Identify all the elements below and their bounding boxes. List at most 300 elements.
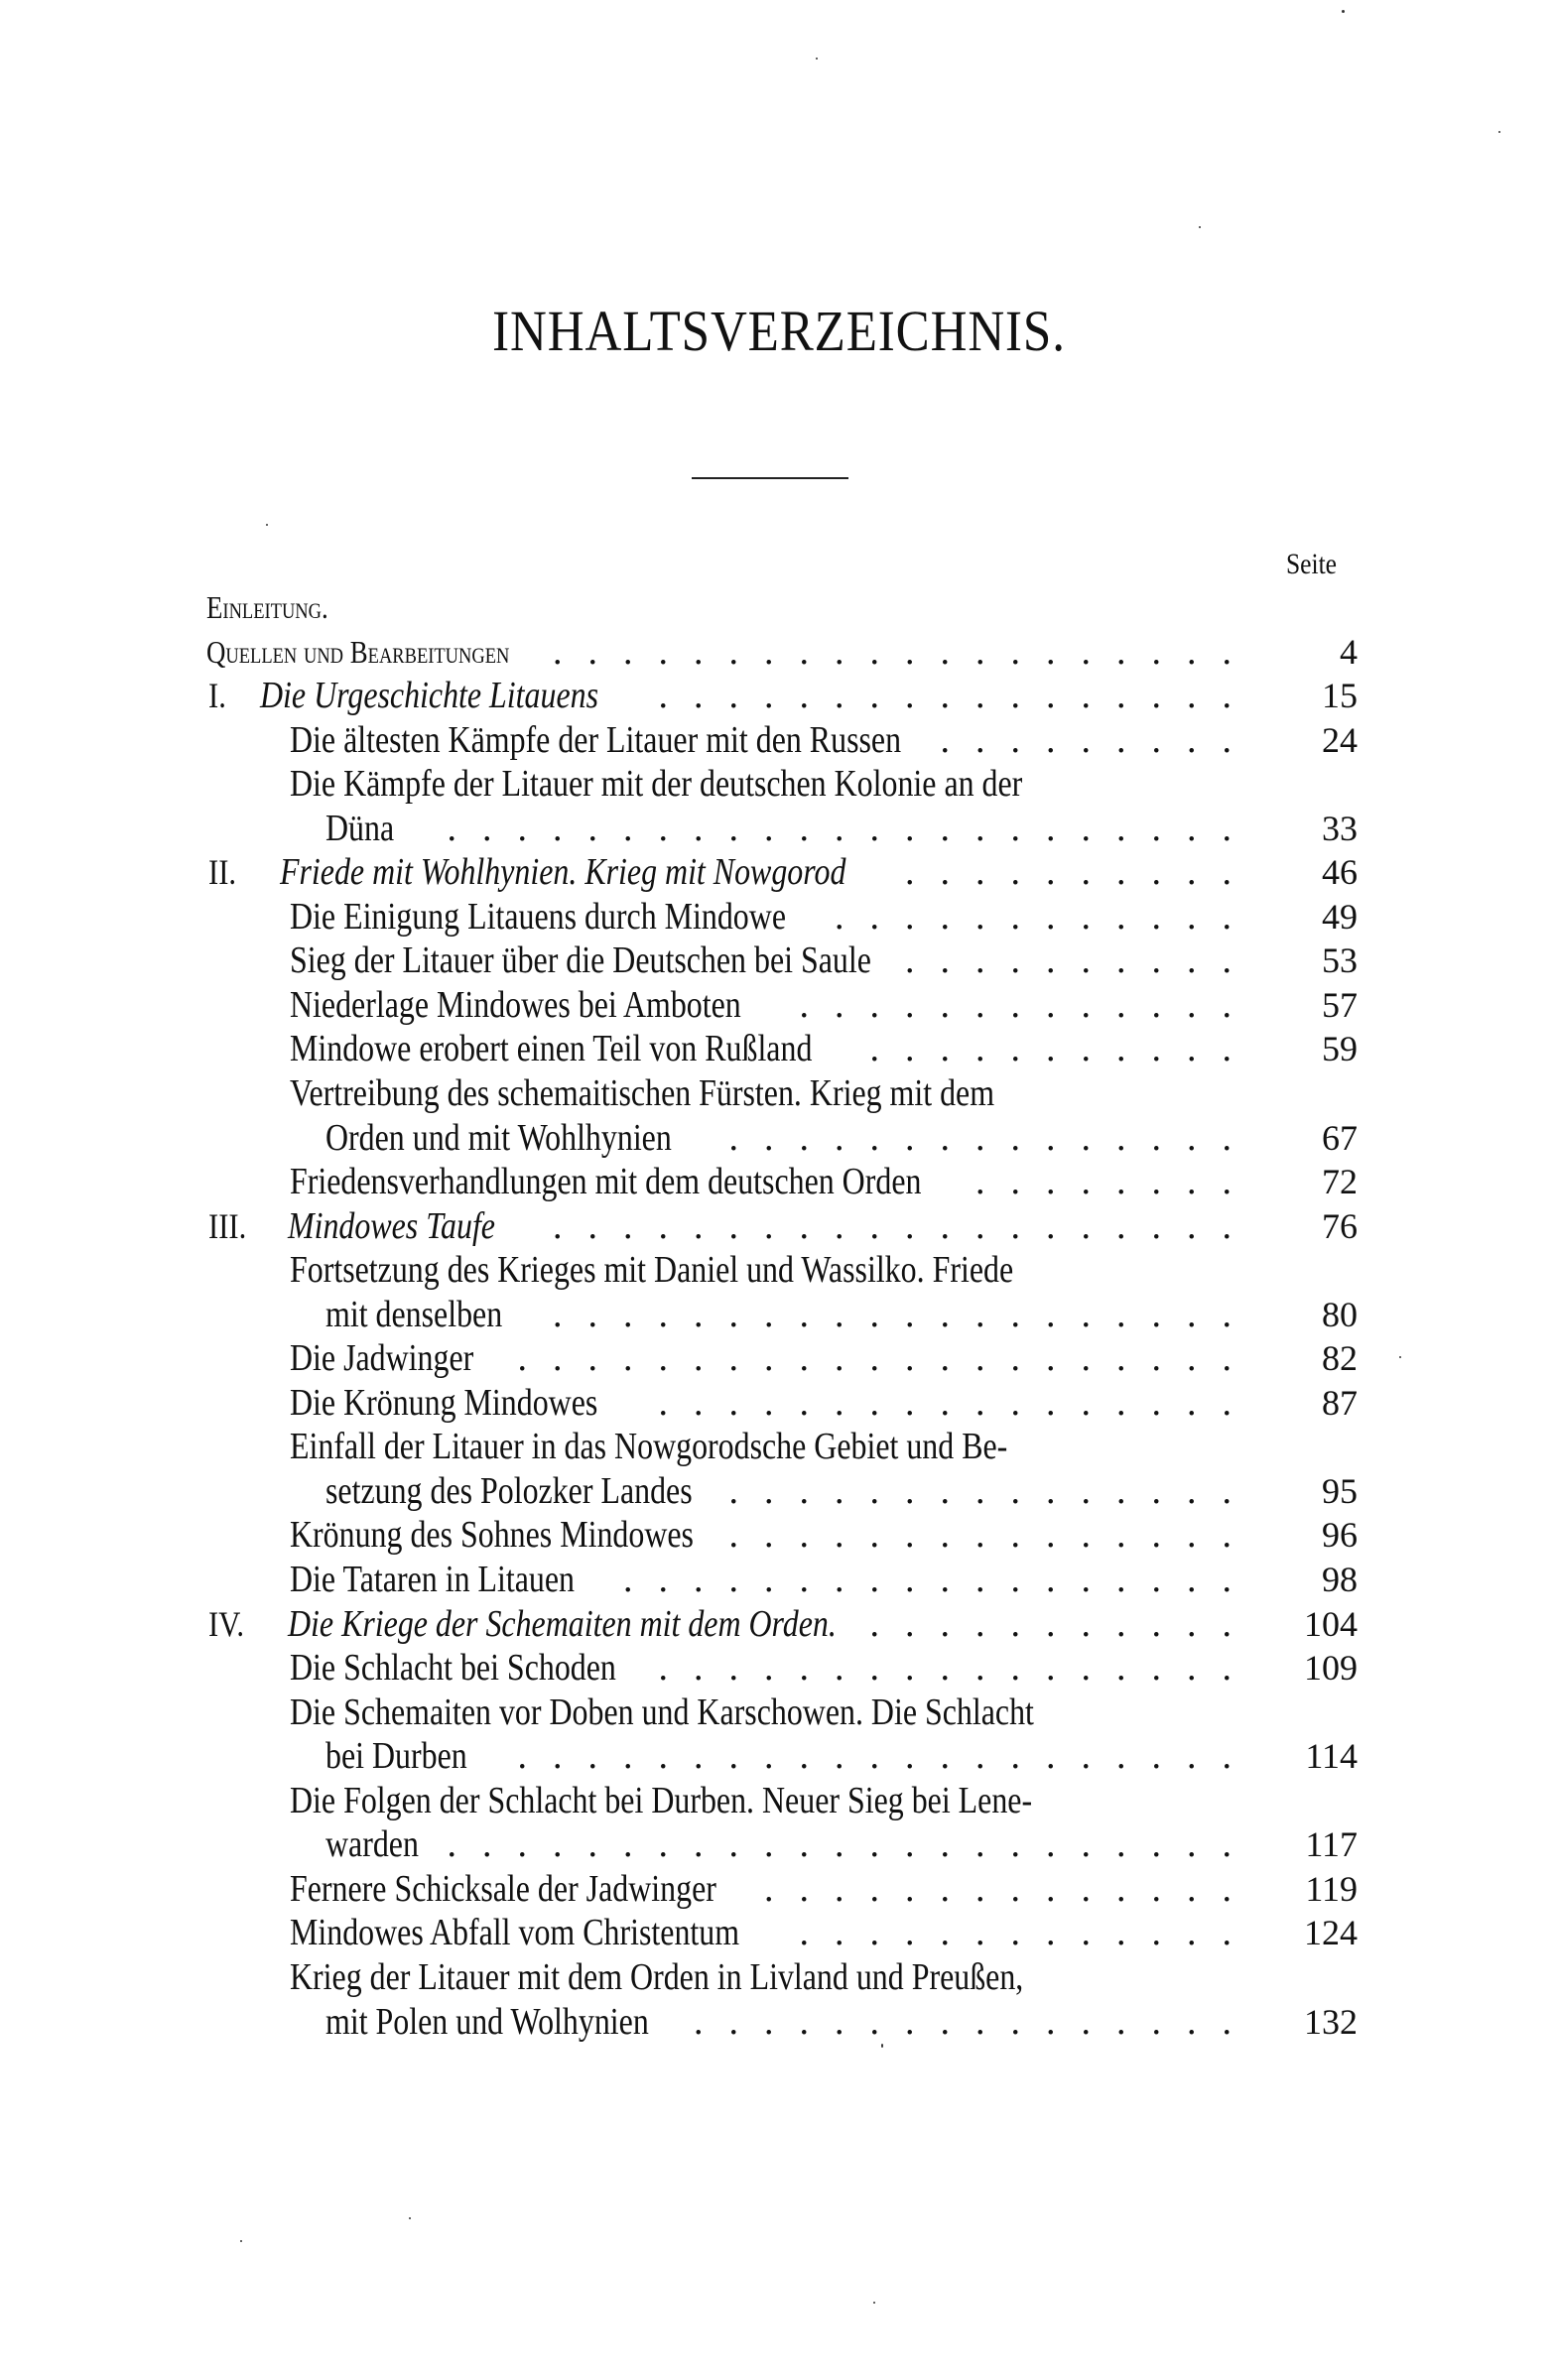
leader-dot: . xyxy=(1010,983,1037,1026)
leader-dot: . xyxy=(1081,895,1107,938)
leader-dot: . xyxy=(1187,630,1214,673)
leader-dot: . xyxy=(764,1559,791,1601)
leader-dot: . xyxy=(623,630,650,673)
entry-title: Einfall der Litauer in das Nowgorodsche Gebiet und Be- xyxy=(290,1426,1008,1468)
leader-dot: . xyxy=(799,675,826,717)
toc-entry xyxy=(0,762,1558,807)
leader-dot: . xyxy=(1010,1602,1037,1645)
leader-dot: . xyxy=(658,1823,685,1866)
leader-dot: . xyxy=(975,1028,1002,1070)
leader-dot: . xyxy=(1222,1735,1248,1778)
entry-title: Fortsetzung des Krieges mit Daniel und Wassilko. Friede xyxy=(290,1249,1014,1292)
entry-title: Die Schemaiten vor Doben und Karschowen. Die Schlacht xyxy=(290,1691,1034,1733)
leader-dot: . xyxy=(1222,675,1248,717)
page-number: 82 xyxy=(1322,1338,1358,1379)
leader-dot: . xyxy=(940,1469,967,1512)
leader-dot: . xyxy=(975,718,1002,761)
leader-dot: . xyxy=(869,1559,896,1601)
leader-dot: . xyxy=(587,630,614,673)
title-divider xyxy=(692,477,848,479)
leader-dot: . xyxy=(1116,895,1143,938)
leader-dot: . xyxy=(587,1337,614,1380)
leader-dot: . xyxy=(1081,1735,1107,1778)
dot-leader xyxy=(791,983,1249,1027)
leader-dot: . xyxy=(587,807,614,849)
page-number: 24 xyxy=(1322,719,1358,760)
page-number: 4 xyxy=(1340,631,1358,672)
leader-dot: . xyxy=(694,630,720,673)
leader-dot: . xyxy=(1222,2000,1248,2043)
leader-dot: . xyxy=(799,1204,826,1247)
entry-title: Mindowe erobert einen Teil von Rußland xyxy=(290,1028,813,1070)
dot-leader xyxy=(439,1822,1249,1866)
leader-dot: . xyxy=(869,1647,896,1690)
leader-dot: . xyxy=(517,807,544,849)
leader-dot: . xyxy=(587,1204,614,1247)
scan-speck xyxy=(881,2044,883,2048)
leader-dot: . xyxy=(694,807,720,849)
leader-dot: . xyxy=(728,1514,755,1557)
leader-dot: . xyxy=(869,807,896,849)
leader-dot: . xyxy=(835,1912,861,1954)
leader-dot: . xyxy=(1151,1559,1178,1601)
leader-dot: . xyxy=(1010,1116,1037,1159)
leader-dot: . xyxy=(905,1559,932,1601)
leader-dot: . xyxy=(799,1867,826,1910)
entry-title: Düna xyxy=(325,807,395,849)
leader-dot: . xyxy=(940,1293,967,1335)
leader-dot: . xyxy=(1187,675,1214,717)
leader-dot: . xyxy=(869,630,896,673)
leader-dot: . xyxy=(975,807,1002,849)
leader-dot: . xyxy=(905,1735,932,1778)
leader-dot: . xyxy=(1116,851,1143,894)
leader-dot: . xyxy=(975,1647,1002,1690)
leader-dot: . xyxy=(1187,1469,1214,1512)
leader-dot: . xyxy=(1151,1204,1178,1247)
leader-dot: . xyxy=(1116,1823,1143,1866)
leader-dot: . xyxy=(1116,1559,1143,1601)
leader-dot: . xyxy=(658,675,685,717)
leader-dot: . xyxy=(869,1469,896,1512)
leader-dot: . xyxy=(1081,1469,1107,1512)
leader-dot: . xyxy=(1116,983,1143,1026)
leader-dot: . xyxy=(975,1559,1002,1601)
leader-dot: . xyxy=(1222,939,1248,982)
leader-dot: . xyxy=(835,630,861,673)
leader-dot: . xyxy=(1010,895,1037,938)
leader-dot: . xyxy=(799,1735,826,1778)
leader-dot: . xyxy=(1010,939,1037,982)
leader-dot: . xyxy=(587,1735,614,1778)
leader-dot: . xyxy=(1187,1735,1214,1778)
leader-dot: . xyxy=(728,1735,755,1778)
leader-dot: . xyxy=(975,1823,1002,1866)
leader-dot: . xyxy=(1151,1823,1178,1866)
leader-dot: . xyxy=(1222,630,1248,673)
chapter-title: Die Urgeschichte Litauens xyxy=(260,675,599,717)
leader-dot: . xyxy=(1010,1028,1037,1070)
leader-dot: . xyxy=(1151,1337,1178,1380)
dot-leader xyxy=(720,1513,1249,1557)
leader-dot: . xyxy=(1187,1647,1214,1690)
leader-dot: . xyxy=(1222,1204,1248,1247)
leader-dot: . xyxy=(869,1337,896,1380)
leader-dot: . xyxy=(975,1161,1002,1203)
leader-dot: . xyxy=(1151,1469,1178,1512)
leader-dot: . xyxy=(1222,718,1248,761)
leader-dot: . xyxy=(623,1337,650,1380)
leader-dot: . xyxy=(1081,1028,1107,1070)
page-number: 67 xyxy=(1322,1117,1358,1158)
leader-dot: . xyxy=(1151,630,1178,673)
leader-dot: . xyxy=(553,1823,580,1866)
leader-dot: . xyxy=(728,1647,755,1690)
leader-dot: . xyxy=(1116,1381,1143,1424)
leader-dot: . xyxy=(1222,1028,1248,1070)
leader-dot: . xyxy=(1116,1116,1143,1159)
dot-leader xyxy=(650,1381,1249,1425)
leader-dot: . xyxy=(835,1116,861,1159)
page-number: 53 xyxy=(1322,940,1358,981)
dot-leader xyxy=(720,1469,1249,1513)
entry-title: Die Schlacht bei Schoden xyxy=(290,1647,616,1690)
leader-dot: . xyxy=(1187,1116,1214,1159)
leader-dot: . xyxy=(1081,1204,1107,1247)
leader-dot: . xyxy=(1010,1204,1037,1247)
page-number: 114 xyxy=(1305,1736,1358,1777)
leader-dot: . xyxy=(728,630,755,673)
leader-dot: . xyxy=(799,1381,826,1424)
page-number: 124 xyxy=(1304,1913,1358,1953)
leader-dot: . xyxy=(1081,851,1107,894)
leader-dot: . xyxy=(1116,1647,1143,1690)
page-number: 33 xyxy=(1322,808,1358,848)
scan-speck xyxy=(1399,1356,1401,1358)
leader-dot: . xyxy=(1081,1381,1107,1424)
leader-dot: . xyxy=(694,675,720,717)
page-number: 104 xyxy=(1304,1603,1358,1644)
leader-dot: . xyxy=(869,1823,896,1866)
table-of-contents xyxy=(0,585,1558,2044)
leader-dot: . xyxy=(1010,1912,1037,1954)
toc-entry xyxy=(0,895,1558,939)
leader-dot: . xyxy=(869,1293,896,1335)
toc-entry xyxy=(0,630,1558,675)
leader-dot: . xyxy=(658,1735,685,1778)
leader-dot: . xyxy=(694,1647,720,1690)
leader-dot: . xyxy=(694,1735,720,1778)
leader-dot: . xyxy=(1151,1293,1178,1335)
leader-dot: . xyxy=(1187,807,1214,849)
scan-speck xyxy=(266,524,268,526)
leader-dot: . xyxy=(1010,1293,1037,1335)
toc-entry xyxy=(0,983,1558,1028)
leader-dot: . xyxy=(1151,939,1178,982)
leader-dot: . xyxy=(1010,851,1037,894)
toc-entry xyxy=(0,1027,1558,1071)
leader-dot: . xyxy=(764,1823,791,1866)
leader-dot: . xyxy=(1151,851,1178,894)
leader-dot: . xyxy=(940,718,967,761)
leader-dot: . xyxy=(1151,718,1178,761)
toc-entry xyxy=(0,1646,1558,1691)
leader-dot: . xyxy=(1081,718,1107,761)
leader-dot: . xyxy=(1046,1602,1073,1645)
page-number: 119 xyxy=(1305,1868,1358,1909)
leader-dot: . xyxy=(835,983,861,1026)
leader-dot: . xyxy=(835,1514,861,1557)
page-column-header: Seite xyxy=(1286,548,1337,580)
leader-dot: . xyxy=(1187,718,1214,761)
leader-dot: . xyxy=(1116,1028,1143,1070)
leader-dot: . xyxy=(1046,1823,1073,1866)
entry-title: bei Durben xyxy=(325,1735,467,1778)
leader-dot: . xyxy=(1151,1647,1178,1690)
leader-dot: . xyxy=(1151,895,1178,938)
leader-dot: . xyxy=(1151,1514,1178,1557)
leader-dot: . xyxy=(940,1912,967,1954)
leader-dot: . xyxy=(658,630,685,673)
leader-dot: . xyxy=(869,2000,896,2043)
leader-dot: . xyxy=(587,1823,614,1866)
leader-dot: . xyxy=(764,1337,791,1380)
leader-dot: . xyxy=(553,1293,580,1335)
entry-title: Die Krönung Mindowes xyxy=(290,1381,598,1424)
leader-dot: . xyxy=(835,2000,861,2043)
leader-dot: . xyxy=(905,1647,932,1690)
leader-dot: . xyxy=(1116,1514,1143,1557)
leader-dot: . xyxy=(1046,1514,1073,1557)
scan-speck xyxy=(409,2217,411,2219)
leader-dot: . xyxy=(694,1559,720,1601)
leader-dot: . xyxy=(764,1469,791,1512)
leader-dot: . xyxy=(905,1116,932,1159)
leader-dot: . xyxy=(1010,1161,1037,1203)
leader-dot: . xyxy=(1116,939,1143,982)
dot-leader xyxy=(544,630,1248,674)
section-heading: Quellen und Bearbeitungen xyxy=(206,633,510,670)
leader-dot: . xyxy=(799,630,826,673)
leader-dot: . xyxy=(1116,1912,1143,1954)
leader-dot: . xyxy=(1046,851,1073,894)
entry-title: Die Einigung Litauens durch Mindowe xyxy=(290,895,786,938)
leader-dot: . xyxy=(799,1647,826,1690)
entry-title: Krönung des Sohnes Mindowes xyxy=(290,1514,694,1557)
leader-dot: . xyxy=(658,1559,685,1601)
leader-dot: . xyxy=(1081,1867,1107,1910)
leader-dot: . xyxy=(764,807,791,849)
toc-entry xyxy=(0,1558,1558,1602)
leader-dot: . xyxy=(799,1293,826,1335)
toc-entry xyxy=(0,1867,1558,1912)
entry-title: setzung des Polozker Landes xyxy=(325,1469,693,1512)
leader-dot: . xyxy=(1116,1161,1143,1203)
leader-dot: . xyxy=(1151,2000,1178,2043)
leader-dot: . xyxy=(1187,895,1214,938)
leader-dot: . xyxy=(975,2000,1002,2043)
leader-dot: . xyxy=(658,807,685,849)
leader-dot: . xyxy=(799,983,826,1026)
leader-dot: . xyxy=(694,1204,720,1247)
scan-speck xyxy=(1498,131,1500,133)
leader-dot: . xyxy=(1046,630,1073,673)
leader-dot: . xyxy=(940,983,967,1026)
dot-leader xyxy=(720,1116,1249,1160)
leader-dot: . xyxy=(940,1116,967,1159)
leader-dot: . xyxy=(1187,1161,1214,1203)
leader-dot: . xyxy=(835,895,861,938)
leader-dot: . xyxy=(764,1204,791,1247)
toc-entry xyxy=(0,674,1558,718)
leader-dot: . xyxy=(869,1116,896,1159)
leader-dot: . xyxy=(1046,1912,1073,1954)
leader-dot: . xyxy=(940,1867,967,1910)
leader-dot: . xyxy=(764,675,791,717)
leader-dot: . xyxy=(728,807,755,849)
dot-leader xyxy=(614,1558,1248,1601)
leader-dot: . xyxy=(764,1735,791,1778)
dot-leader xyxy=(755,1867,1248,1911)
toc-entry xyxy=(0,1381,1558,1426)
leader-dot: . xyxy=(905,1204,932,1247)
toc-entry xyxy=(0,1602,1558,1647)
dot-leader xyxy=(896,939,1248,982)
dot-leader xyxy=(509,1336,1249,1380)
dot-leader xyxy=(861,1602,1249,1646)
page-number: 96 xyxy=(1322,1515,1358,1556)
leader-dot: . xyxy=(1151,1602,1178,1645)
leader-dot: . xyxy=(1187,939,1214,982)
entry-title: Fernere Schicksale der Jadwinger xyxy=(290,1867,716,1910)
chapter-number: III. xyxy=(208,1205,247,1246)
leader-dot: . xyxy=(1046,1116,1073,1159)
leader-dot: . xyxy=(1116,718,1143,761)
entry-title: Niederlage Mindowes bei Amboten xyxy=(290,983,741,1026)
leader-dot: . xyxy=(975,630,1002,673)
leader-dot: . xyxy=(1187,1028,1214,1070)
entry-title: Vertreibung des schemaitischen Fürsten. Krieg mit dem xyxy=(290,1072,995,1115)
leader-dot: . xyxy=(975,1204,1002,1247)
leader-dot: . xyxy=(1081,675,1107,717)
leader-dot: . xyxy=(764,1514,791,1557)
leader-dot: . xyxy=(1010,2000,1037,2043)
toc-entry xyxy=(0,1469,1558,1514)
leader-dot: . xyxy=(1046,1293,1073,1335)
page-number: 80 xyxy=(1322,1294,1358,1334)
leader-dot: . xyxy=(975,1867,1002,1910)
leader-dot: . xyxy=(869,675,896,717)
leader-dot: . xyxy=(1010,1823,1037,1866)
leader-dot: . xyxy=(694,1337,720,1380)
leader-dot: . xyxy=(940,630,967,673)
leader-dot: . xyxy=(1046,1028,1073,1070)
leader-dot: . xyxy=(869,895,896,938)
leader-dot: . xyxy=(799,1469,826,1512)
leader-dot: . xyxy=(835,1337,861,1380)
leader-dot: . xyxy=(1116,1602,1143,1645)
leader-dot: . xyxy=(1046,675,1073,717)
leader-dot: . xyxy=(1081,1823,1107,1866)
leader-dot: . xyxy=(658,1647,685,1690)
leader-dot: . xyxy=(940,939,967,982)
leader-dot: . xyxy=(1151,1161,1178,1203)
leader-dot: . xyxy=(1046,718,1073,761)
leader-dot: . xyxy=(1010,630,1037,673)
leader-dot: . xyxy=(905,939,932,982)
leader-dot: . xyxy=(869,1867,896,1910)
leader-dot: . xyxy=(799,1337,826,1380)
leader-dot: . xyxy=(905,807,932,849)
page-number: 49 xyxy=(1322,896,1358,937)
leader-dot: . xyxy=(1046,1381,1073,1424)
entry-title: mit denselben xyxy=(325,1293,503,1335)
leader-dot: . xyxy=(940,1028,967,1070)
page-title: INHALTSVERZEICHNIS. xyxy=(492,299,1066,363)
leader-dot: . xyxy=(1222,807,1248,849)
page-number: 76 xyxy=(1322,1205,1358,1246)
leader-dot: . xyxy=(694,1293,720,1335)
leader-dot: . xyxy=(940,1647,967,1690)
leader-dot: . xyxy=(728,1469,755,1512)
leader-dot: . xyxy=(975,1469,1002,1512)
leader-dot: . xyxy=(975,1514,1002,1557)
leader-dot: . xyxy=(905,1867,932,1910)
toc-entry xyxy=(0,1071,1558,1116)
leader-dot: . xyxy=(869,1514,896,1557)
entry-title: Die Jadwinger xyxy=(290,1337,474,1380)
leader-dot: . xyxy=(728,1381,755,1424)
leader-dot: . xyxy=(799,807,826,849)
leader-dot: . xyxy=(975,851,1002,894)
leader-dot: . xyxy=(1151,807,1178,849)
leader-dot: . xyxy=(623,1823,650,1866)
leader-dot: . xyxy=(1187,1204,1214,1247)
toc-entry xyxy=(0,850,1558,895)
page-number: 87 xyxy=(1322,1382,1358,1423)
leader-dot: . xyxy=(1187,1867,1214,1910)
leader-dot: . xyxy=(940,1381,967,1424)
leader-dot: . xyxy=(517,1337,544,1380)
leader-dot: . xyxy=(799,2000,826,2043)
leader-dot: . xyxy=(1187,1823,1214,1866)
leader-dot: . xyxy=(975,1293,1002,1335)
leader-dot: . xyxy=(1151,983,1178,1026)
page-number: 59 xyxy=(1322,1029,1358,1069)
leader-dot: . xyxy=(835,675,861,717)
leader-dot: . xyxy=(905,1823,932,1866)
leader-dot: . xyxy=(940,1559,967,1601)
leader-dot: . xyxy=(975,1735,1002,1778)
leader-dot: . xyxy=(1010,718,1037,761)
toc-entry xyxy=(0,1513,1558,1558)
leader-dot: . xyxy=(1222,1116,1248,1159)
leader-dot: . xyxy=(905,983,932,1026)
leader-dot: . xyxy=(1187,1602,1214,1645)
leader-dot: . xyxy=(905,1469,932,1512)
leader-dot: . xyxy=(1081,1293,1107,1335)
leader-dot: . xyxy=(658,1204,685,1247)
leader-dot: . xyxy=(447,807,473,849)
page-number: 117 xyxy=(1305,1824,1358,1865)
leader-dot: . xyxy=(1010,1381,1037,1424)
toc-entry xyxy=(0,1425,1558,1469)
leader-dot: . xyxy=(1222,1647,1248,1690)
leader-dot: . xyxy=(728,675,755,717)
leader-dot: . xyxy=(728,1823,755,1866)
leader-dot: . xyxy=(517,1735,544,1778)
leader-dot: . xyxy=(553,1204,580,1247)
